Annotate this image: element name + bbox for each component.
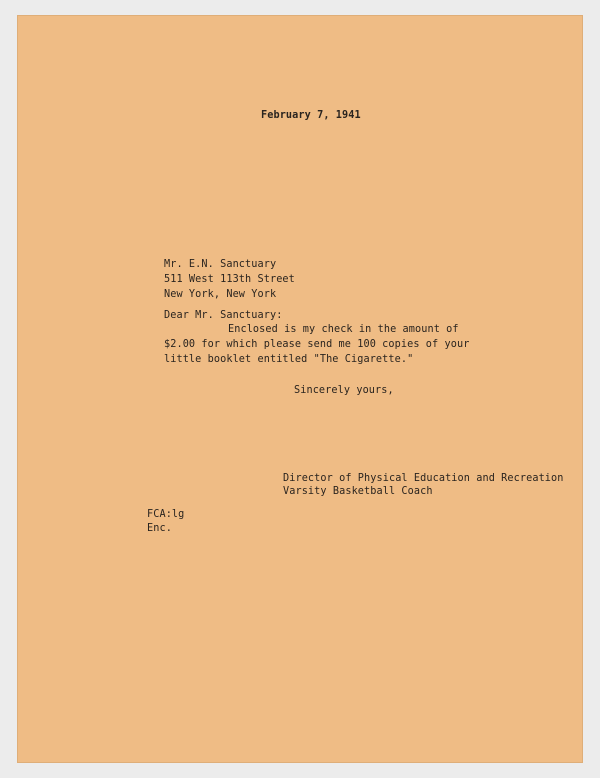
reference-initials: FCA:lg [147, 509, 185, 520]
recipient-name: Mr. E.N. Sanctuary [164, 259, 277, 270]
body-line-2: $2.00 for which please send me 100 copies of your [164, 339, 470, 350]
recipient-city: New York, New York [164, 289, 277, 300]
enclosure-notation: Enc. [147, 523, 172, 534]
signature-title-2: Varsity Basketball Coach [283, 486, 433, 497]
signature-title-1: Director of Physical Education and Recreation [283, 473, 564, 484]
body-line-3: little booklet entitled "The Cigarette." [164, 354, 414, 365]
recipient-street: 511 West 113th Street [164, 274, 295, 285]
closing: Sincerely yours, [294, 385, 394, 396]
body-line-1: Enclosed is my check in the amount of [228, 324, 459, 335]
salutation: Dear Mr. Sanctuary: [164, 310, 283, 321]
letter-page [17, 15, 583, 763]
letter-date: February 7, 1941 [261, 110, 361, 121]
